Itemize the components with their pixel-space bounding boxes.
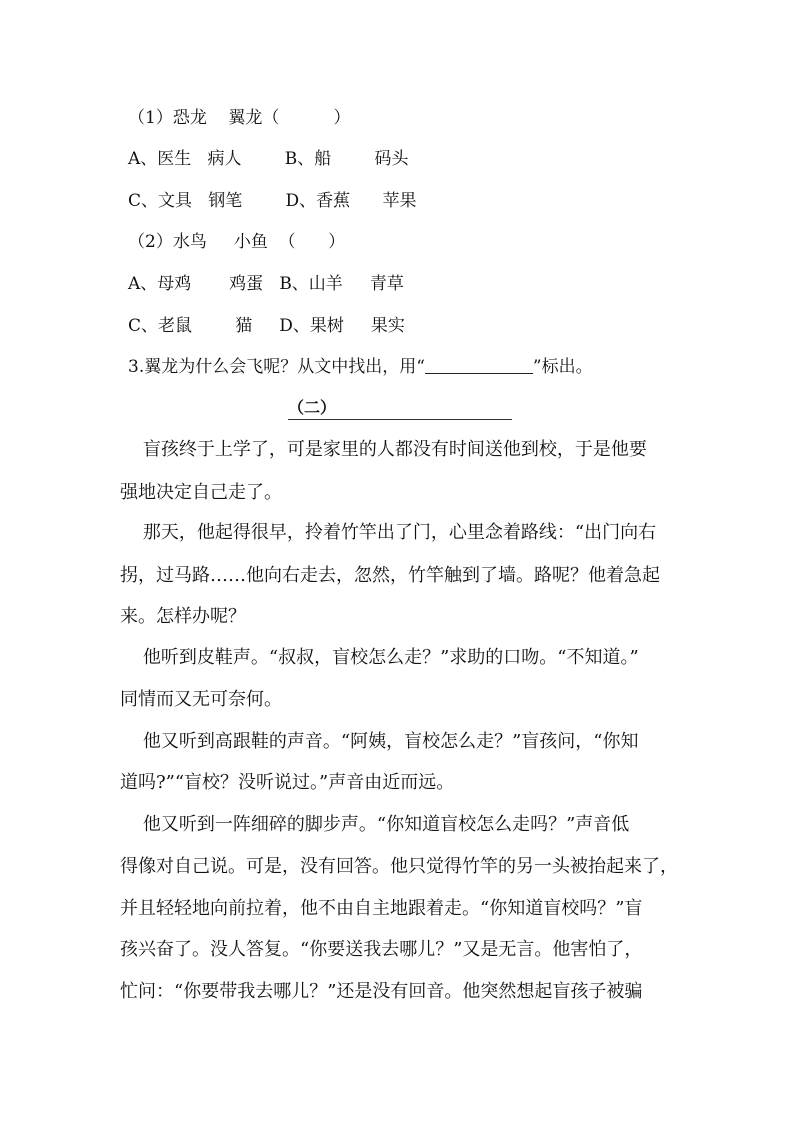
passage-line: 拐，过马路……他向右走去，忽然，竹竿触到了墙。路呢？他着急起: [120, 565, 660, 586]
passage-line: 强地决定自己走了。: [120, 482, 282, 503]
question-2-prompt: （2）水鸟 小鱼 （ ）: [128, 232, 346, 252]
passage-line: 他听到皮鞋声。“叔叔，盲校怎么走？”求助的口吻。“不知道。”: [120, 647, 639, 668]
section-title: （二）: [288, 398, 512, 420]
question-3: [128, 356, 593, 378]
question-1-prompt: （1）恐龙 翼龙（ ）: [128, 108, 351, 128]
passage-line: 道吗?”“盲校？没听说过。”声音由近而远。: [120, 772, 455, 793]
passage-line: 他又听到一阵细碎的脚步声。“你知道盲校怎么走吗？”声音低: [120, 814, 630, 835]
question-2-options-ab: A、母鸡 鸡蛋 B、山羊 青草: [128, 274, 404, 294]
passage-line: 他又听到高跟鞋的声音。“阿姨，盲校怎么走？”盲孩问，“你知: [120, 731, 639, 752]
passage-line: 盲孩终于上学了，可是家里的人都没有时间送他到校，于是他要: [120, 439, 647, 460]
passage-line: 来。怎样办呢？: [120, 606, 246, 627]
question-3-prefix: 3.翼龙为什么会飞呢？从文中找出，用“: [128, 357, 425, 377]
question-1-options-cd: C、文具 钢笔 D、香蕉 苹果: [128, 191, 417, 211]
question-3-suffix: ”标出。: [532, 357, 593, 377]
passage-line: 同情而又无可奈何。: [120, 689, 282, 710]
passage-line: 并且轻轻地向前拉着，他不由自主地跟着走。“你知道盲校吗？”盲: [120, 898, 643, 919]
answer-blank: [425, 357, 533, 374]
question-1-options-ab: A、医生 病人 B、船 码头: [128, 149, 409, 169]
passage-line: 孩兴奋了。没人答复。“你要送我去哪儿？”又是无言。他害怕了，: [120, 939, 643, 960]
passage-line: 忙问：“你要带我去哪儿？”还是没有回音。他突然想起盲孩子被骗: [120, 981, 643, 1002]
passage-line: 得像对自己说。可是，没有回答。他只觉得竹竿的另一头被抬起来了，: [120, 856, 678, 877]
question-2-options-cd: C、老鼠 猫 D、果树 果实: [128, 316, 405, 336]
passage-line: 那天，他起得很早，拎着竹竿出了门，心里念着路线：“出门向右: [120, 522, 657, 543]
